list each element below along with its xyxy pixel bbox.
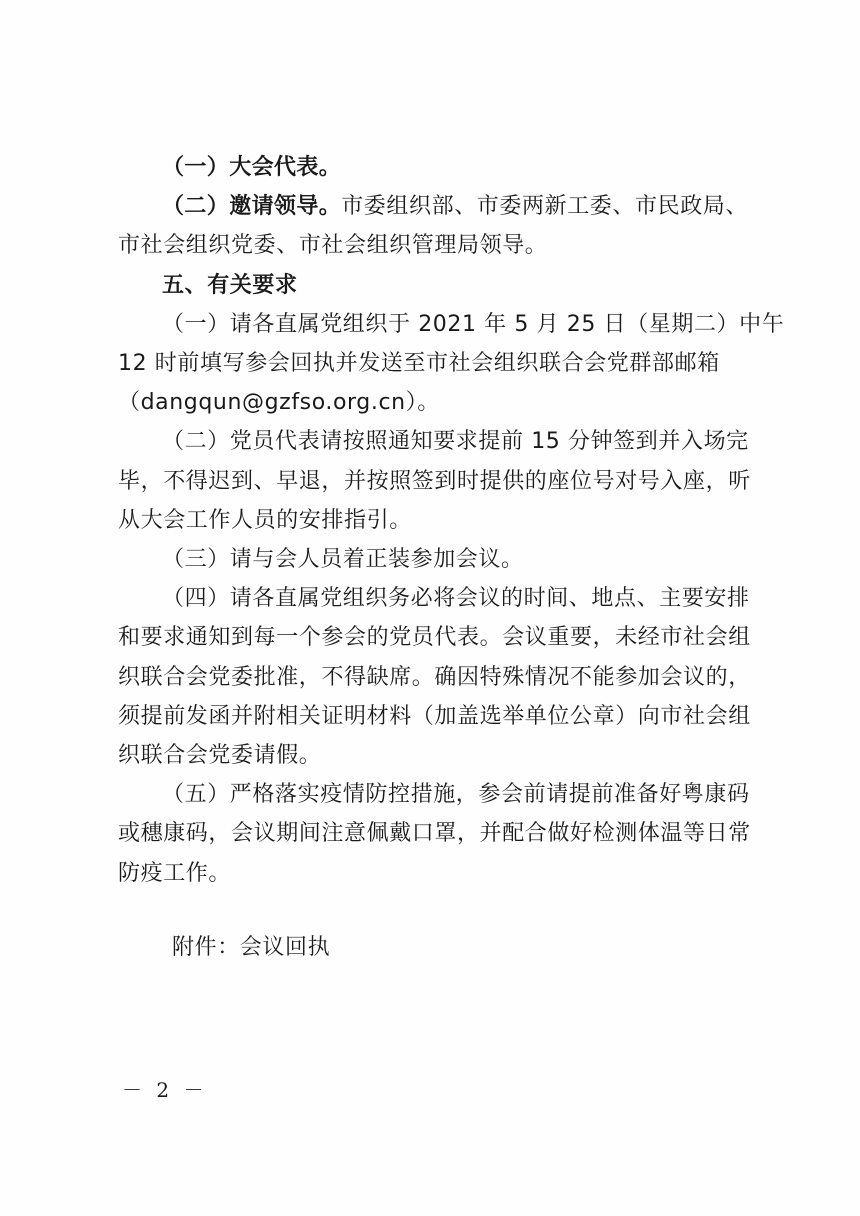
requirement-paragraph bbox=[118, 775, 760, 893]
paragraph-line: 12 时前填写参会回执并发送至市社会组织联合会党群部邮箱 bbox=[118, 351, 720, 377]
paragraph-line: （三）请与会人员着正装参加会议。 bbox=[162, 547, 524, 573]
requirement-paragraph bbox=[118, 579, 760, 775]
requirement-paragraph bbox=[118, 305, 785, 423]
paragraph-line: （dangqun@gzfso.org.cn）。 bbox=[118, 390, 440, 416]
paragraph-line: 毕，不得迟到、早退，并按照签到时提供的座位号对号入座，听 bbox=[118, 468, 751, 494]
section-heading bbox=[118, 266, 760, 305]
paragraph-line bbox=[118, 187, 760, 226]
paragraph-line: （五）严格落实疫情防控措施，参会前请提前准备好粤康码 bbox=[162, 782, 750, 808]
paragraph-line: 织联合会党委请假。 bbox=[118, 743, 322, 769]
paragraph-line: 市社会组织党委、市社会组织管理局领导。 bbox=[118, 233, 548, 259]
document-body bbox=[118, 148, 785, 893]
attachment-note: 附件：会议回执 bbox=[172, 935, 331, 960]
paragraph-line: 防疫工作。 bbox=[118, 860, 232, 886]
item-lead: （二）邀请领导。 bbox=[162, 194, 342, 220]
paragraph-line: 或穗康码，会议期间注意佩戴口罩，并配合做好检测体温等日常 bbox=[118, 821, 751, 847]
item-text: 市委组织部、市委两新工委、市民政局、 bbox=[341, 194, 749, 220]
requirement-paragraph bbox=[118, 422, 760, 540]
paragraph-line: 和要求通知到每一个参会的党员代表。会议重要，未经市社会组 bbox=[118, 625, 751, 651]
item-lead: （一）大会代表。 bbox=[162, 155, 342, 180]
requirement-paragraph bbox=[118, 540, 760, 579]
paragraph-line: （二）党员代表请按照通知要求提前 15 分钟签到并入场完 bbox=[162, 429, 749, 455]
invited-leaders-item bbox=[118, 187, 760, 265]
page-number: － 2 － bbox=[122, 1078, 208, 1102]
delegates-item bbox=[118, 148, 760, 187]
heading-text: 五、有关要求 bbox=[162, 272, 298, 298]
paragraph-line: 从大会工作人员的安排指引。 bbox=[118, 507, 412, 533]
paragraph-line: 须提前发函并附相关证明材料（加盖选举单位公章）向市社会组 bbox=[118, 703, 751, 729]
paragraph-line: 织联合会党委批准，不得缺席。确因特殊情况不能参加会议的， bbox=[118, 664, 751, 690]
paragraph-line: （四）请各直属党组织务必将会议的时间、地点、主要安排 bbox=[162, 586, 750, 612]
paragraph-line: （一）请各直属党组织于 2021 年 5 月 25 日（星期二）中午 bbox=[162, 311, 785, 337]
